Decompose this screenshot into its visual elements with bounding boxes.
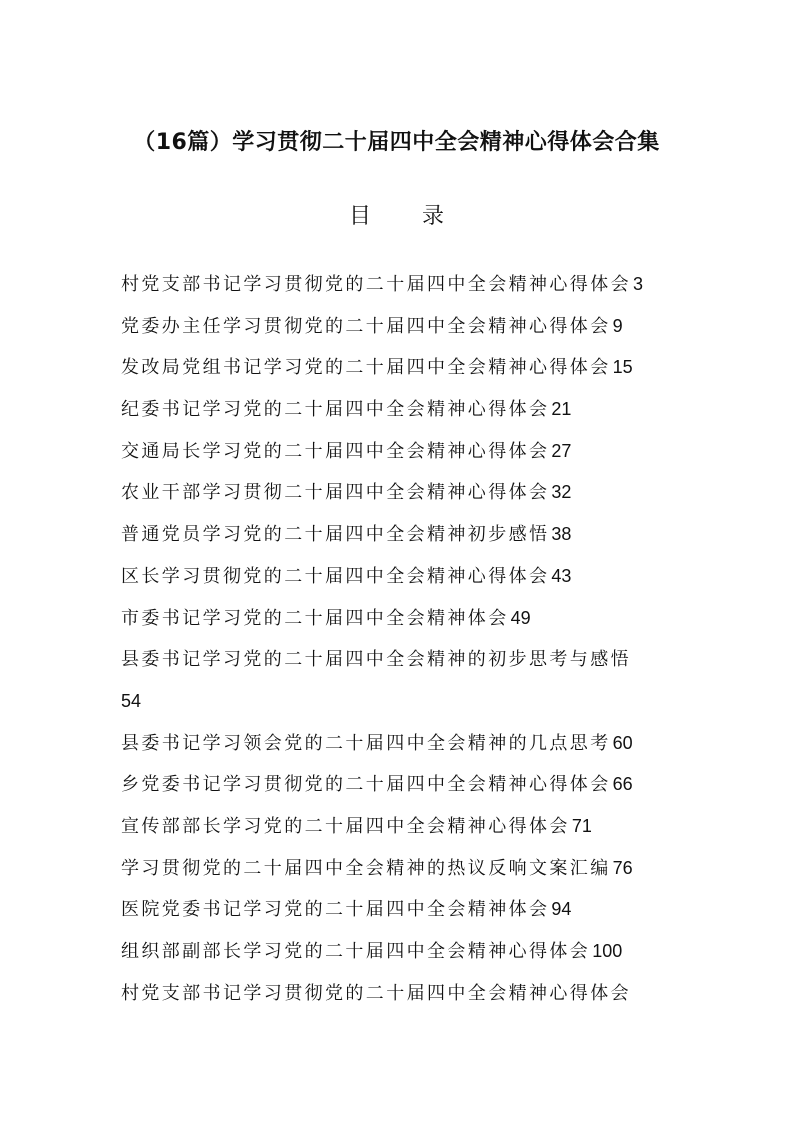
toc-entry-title: 交通局长学习党的二十届四中全会精神心得体会: [121, 440, 550, 462]
toc-entry-title: 医院党委书记学习党的二十届四中全会精神体会: [121, 899, 550, 921]
toc-entry-title: 学习贯彻党的二十届四中全会精神的热议反响文案汇编: [121, 857, 611, 879]
toc-entry-page: 71: [571, 815, 592, 836]
toc-entry-title: 宣传部部长学习党的二十届四中全会精神心得体会: [121, 815, 570, 837]
toc-entry[interactable]: [121, 937, 681, 966]
toc-entry[interactable]: [121, 895, 681, 924]
toc-entry[interactable]: [121, 604, 681, 633]
toc-entry[interactable]: [121, 645, 681, 716]
toc-entry-title: 发改局党组书记学习党的二十届四中全会精神心得体会: [121, 357, 611, 379]
toc-entry-title: 县委书记学习党的二十届四中全会精神的初步思考与感悟: [121, 649, 631, 671]
toc-entry-page: 21: [551, 399, 572, 420]
toc-entry[interactable]: [121, 312, 681, 341]
toc-entry-page: 54: [121, 690, 142, 711]
toc-entry[interactable]: [121, 854, 681, 883]
toc-entry-page: 43: [551, 565, 572, 586]
toc-entry-title: 组织部副部长学习党的二十届四中全会精神心得体会: [121, 941, 591, 962]
toc-entry-page: 38: [551, 524, 572, 545]
toc-entry-page: 3: [633, 274, 644, 294]
toc-entry-title: 普通党员学习党的二十届四中全会精神初步感悟: [121, 524, 550, 546]
toc-entry-title: 村党支部书记学习贯彻党的二十届四中全会精神心得体会: [121, 274, 631, 295]
toc-entry[interactable]: [121, 729, 681, 758]
toc-heading: 目 录: [349, 204, 466, 229]
toc-entry[interactable]: [121, 520, 681, 549]
toc-entry-title: 农业干部学习贯彻二十届四中全会精神心得体会: [121, 482, 550, 504]
toc-entry-page: 49: [510, 607, 531, 628]
toc-entry[interactable]: [121, 770, 681, 799]
toc-entry-title: 市委书记学习党的二十届四中全会精神体会: [121, 607, 509, 629]
toc-entry-page: 76: [612, 857, 633, 878]
toc-entry-page: 94: [551, 899, 572, 920]
toc-entry[interactable]: [121, 812, 681, 841]
toc-entry-title: 乡党委书记学习贯彻党的二十届四中全会精神心得体会: [121, 774, 611, 796]
document-title: （16篇）学习贯彻二十届四中全会精神心得体会合集: [133, 130, 660, 155]
toc-entry[interactable]: [121, 270, 681, 299]
toc-entry-page: 9: [612, 315, 623, 336]
toc-entry[interactable]: [121, 395, 681, 424]
toc-entry-page: 100: [592, 941, 623, 961]
toc-entry-title: 县委书记学习领会党的二十届四中全会精神的几点思考: [121, 732, 611, 754]
toc-entry-title: 区长学习贯彻党的二十届四中全会精神心得体会: [121, 565, 550, 587]
toc-entry[interactable]: [121, 979, 681, 1008]
toc-entry[interactable]: [121, 437, 681, 466]
toc-entry-title: 纪委书记学习党的二十届四中全会精神心得体会: [121, 399, 550, 421]
table-of-contents: [121, 270, 681, 1020]
toc-entry-page: 27: [551, 440, 572, 461]
toc-entry-page: 66: [612, 774, 633, 795]
toc-entry-title: 村党支部书记学习贯彻党的二十届四中全会精神心得体会: [121, 982, 631, 1004]
toc-entry[interactable]: [121, 478, 681, 507]
toc-entry-page: 32: [551, 482, 572, 503]
toc-entry-page: 15: [612, 357, 633, 378]
toc-entry-page: 60: [612, 732, 633, 753]
toc-entry-title: 党委办主任学习贯彻党的二十届四中全会精神心得体会: [121, 315, 611, 337]
toc-entry[interactable]: [121, 353, 681, 382]
toc-entry[interactable]: [121, 562, 681, 591]
